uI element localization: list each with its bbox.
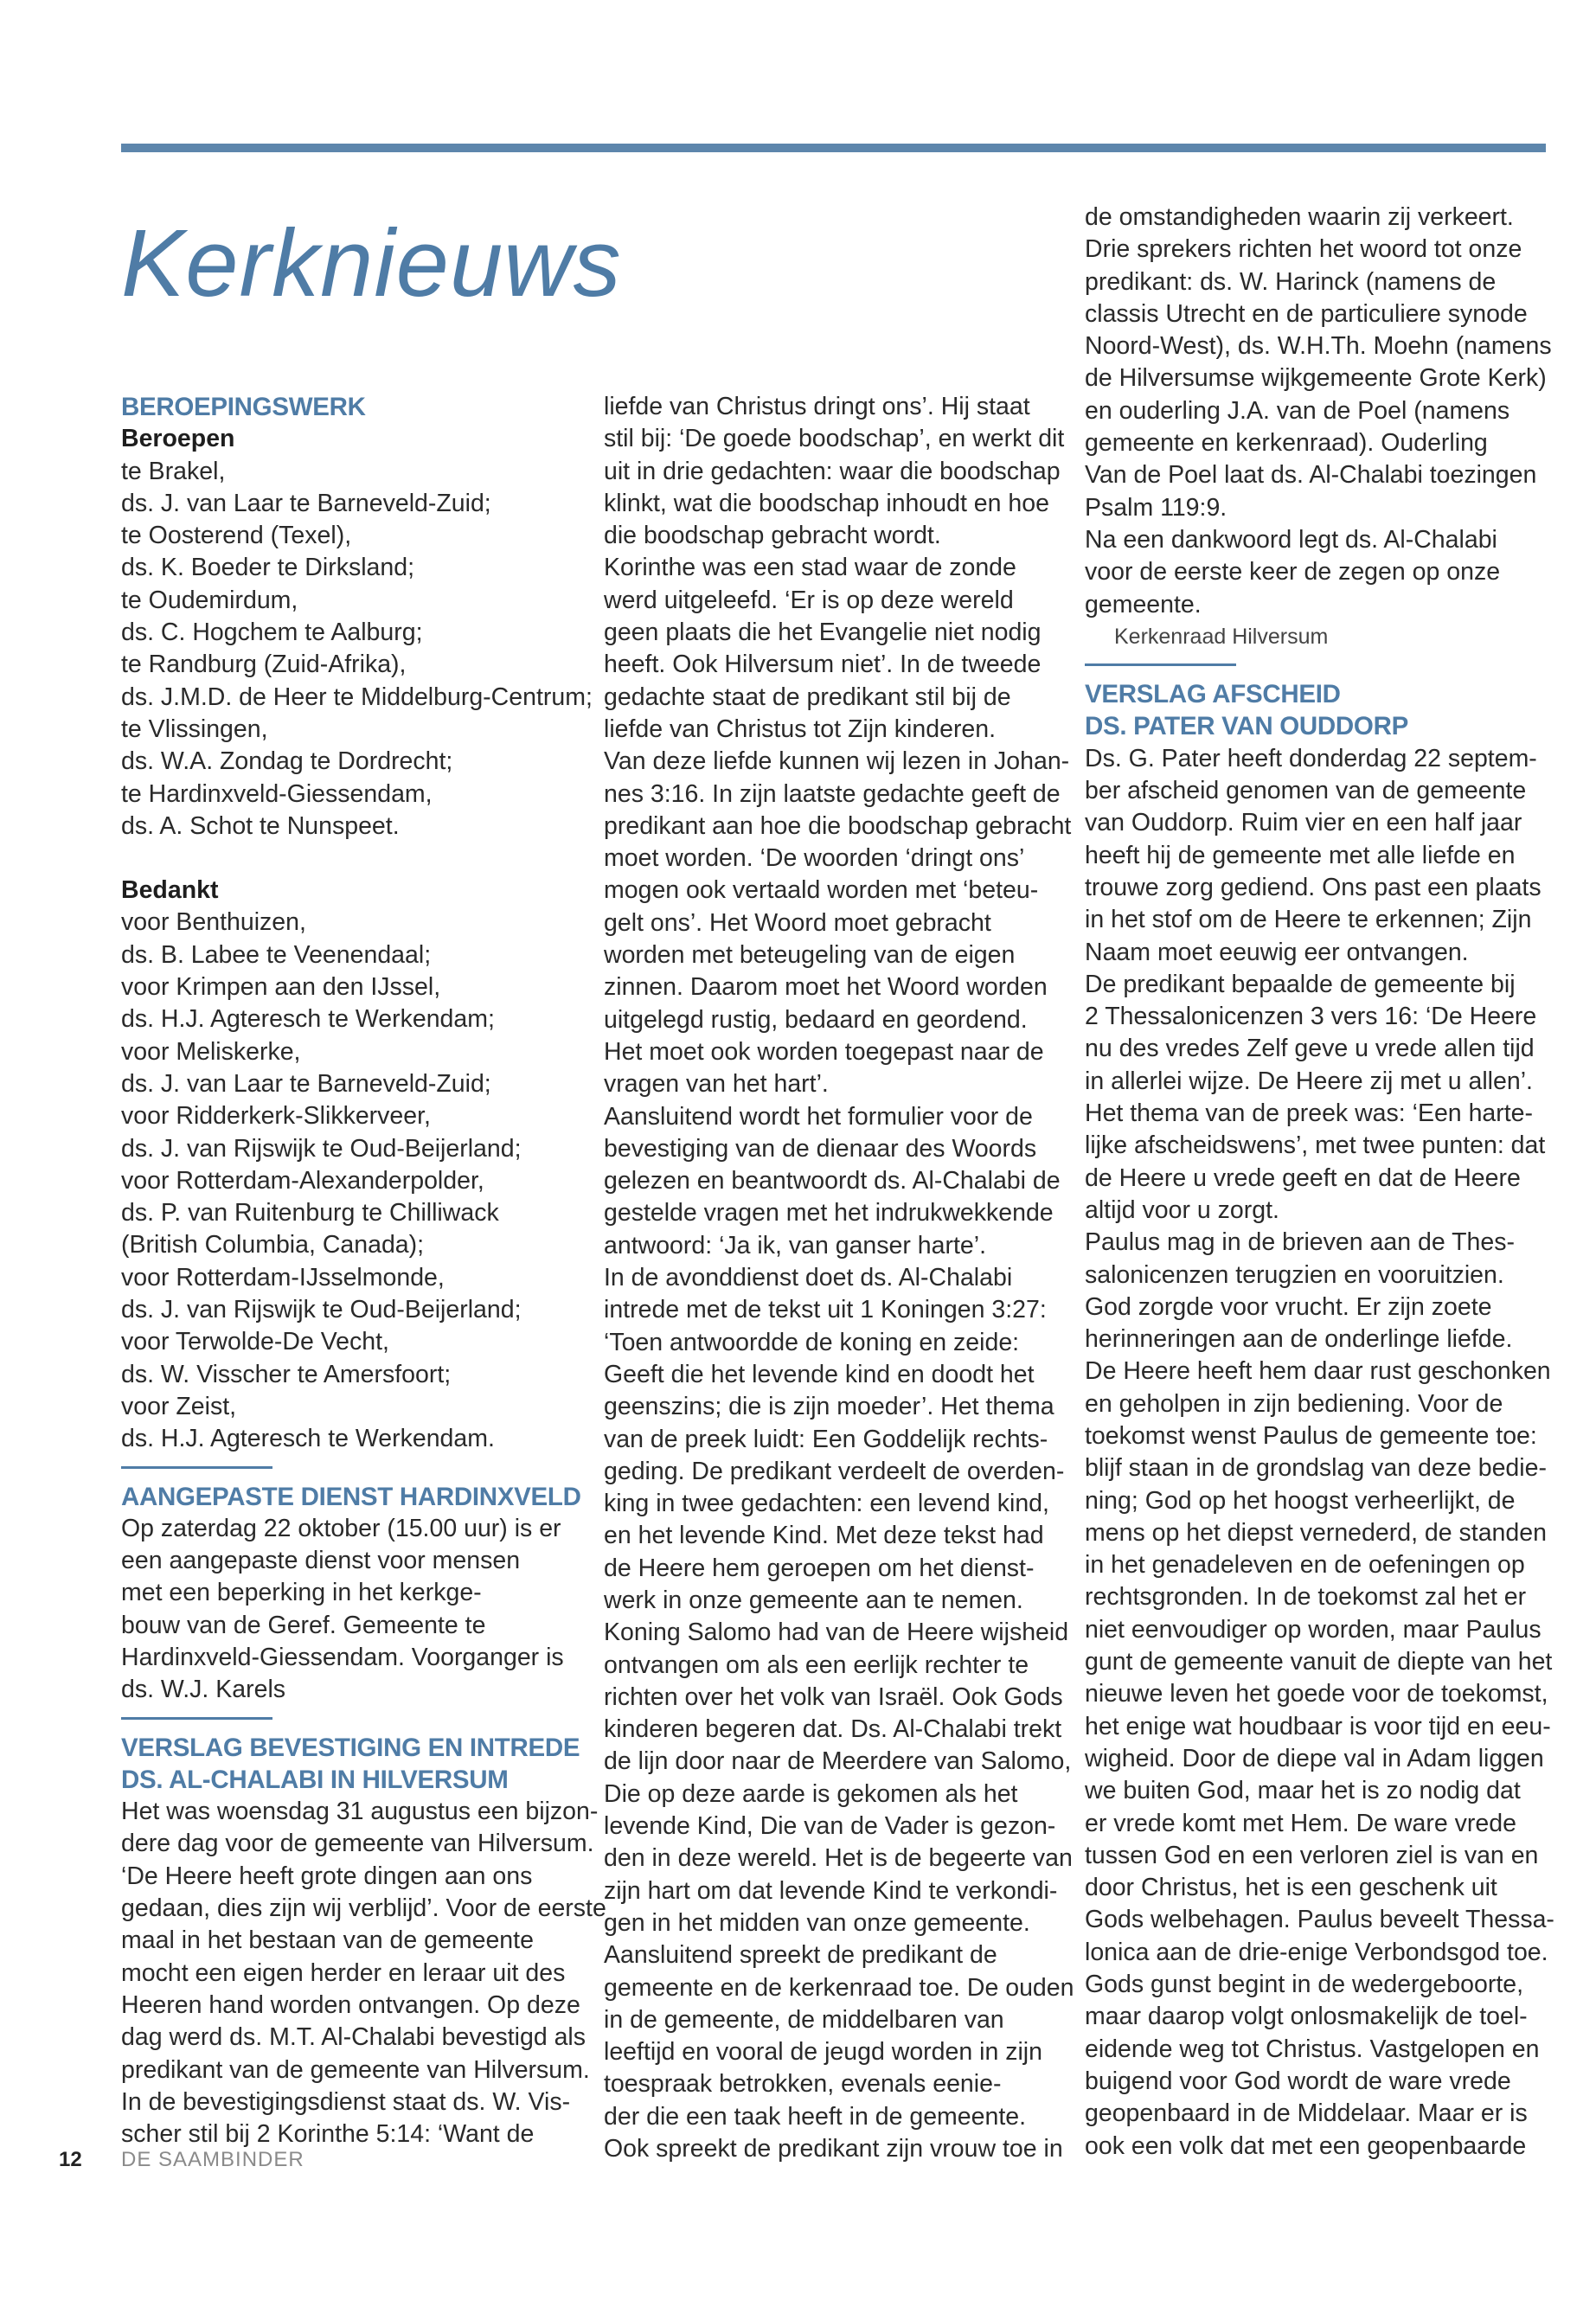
text-line: gunt de gemeente vanuit de diepte van het xyxy=(1085,1648,1553,1676)
text-line: intrede met de tekst uit 1 Koningen 3:27: xyxy=(604,1296,1047,1324)
text-line: voor Meliskerke, xyxy=(121,1037,301,1066)
text-line: De predikant bepaalde de gemeente bij xyxy=(1085,970,1516,998)
text-line: richten over het volk van Israël. Ook Gods xyxy=(604,1682,1063,1711)
text-line: zijn hart om dat levende Kind te verkondi- xyxy=(604,1876,1058,1905)
text-line: antwoord: ‘Ja ik, van ganser harte’. xyxy=(604,1231,986,1259)
text-line: stil bij: ‘De goede boodschap’, en werkt dit xyxy=(604,425,1065,453)
text-line: ‘De Heere heeft grote dingen aan ons xyxy=(121,1862,533,1890)
text-line: Die op deze aarde is gekomen als het xyxy=(604,1779,1018,1808)
text-line: nes 3:16. In zijn laatste gedachte geeft de xyxy=(604,779,1061,808)
text-line: worden met beteugeling van de eigen xyxy=(604,941,1016,970)
section-divider xyxy=(121,1717,272,1720)
text-line: buigend voor God wordt de ware vrede xyxy=(1085,2067,1511,2095)
text-line: geopenbaard in de Middelaar. Maar er is xyxy=(1085,2099,1528,2128)
text-line: uitgelegd rustig, bedaard en geordend. xyxy=(604,1005,1028,1034)
text-line: 2 Thessalonicenzen 3 vers 16: ‘De Heere xyxy=(1085,1003,1537,1031)
text-line: niet eenvoudiger op worden, maar Paulus xyxy=(1085,1615,1542,1644)
text-line: ber afscheid genomen van de gemeente xyxy=(1085,777,1527,805)
text-line: bevestiging van de dienaar des Woords xyxy=(604,1134,1037,1163)
text-line: Op zaterdag 22 oktober (15.00 uur) is er xyxy=(121,1514,561,1542)
text-line: bouw van de Geref. Gemeente te xyxy=(121,1611,486,1639)
section-divider xyxy=(121,1466,272,1469)
magazine-name: DE SAAMBINDER xyxy=(121,2148,304,2171)
text-line: in de gemeente, de middelbaren van xyxy=(604,2005,1004,2034)
text-column-1 xyxy=(121,391,606,2150)
text-line: in het genadeleven en de oefeningen op xyxy=(1085,1551,1525,1580)
text-line: ning; God op het hoogst verheerlijkt, de xyxy=(1085,1486,1516,1515)
text-line: (British Columbia, Canada); xyxy=(121,1231,425,1259)
text-line: dag werd ds. M.T. Al-Chalabi bevestigd als xyxy=(121,2023,586,2052)
text-line: scher stil bij 2 Korinthe 5:14: ‘Want de xyxy=(121,2120,535,2149)
text-line: klinkt, wat die boodschap inhoudt en hoe xyxy=(604,489,1049,517)
text-line: liefde van Christus tot Zijn kinderen. xyxy=(604,715,997,743)
text-line: maal in het bestaan van de gemeente xyxy=(121,1926,534,1955)
text-line: God zorgde voor vrucht. Er zijn zoete xyxy=(1085,1292,1492,1321)
text-line: Koning Salomo had van de Heere wijsheid xyxy=(604,1618,1069,1647)
text-line: ontvangen om als een eerlijk rechter te xyxy=(604,1650,1029,1679)
text-column-2 xyxy=(604,391,1074,2165)
text-line: en het levende Kind. Met deze tekst had xyxy=(604,1522,1044,1550)
text-line: heeft. Ook Hilversum niet’. In de tweede xyxy=(604,651,1042,679)
text-line: eidende weg tot Christus. Vastgelopen en xyxy=(1085,2035,1540,2063)
text-line: In de bevestigingsdienst staat ds. W. Vis- xyxy=(121,2087,571,2116)
text-line: toekomst wenst Paulus de gemeente toe: xyxy=(1085,1421,1537,1450)
text-line: altijd voor u zorgt. xyxy=(1085,1195,1279,1224)
text-line: voor Krimpen aan den IJssel, xyxy=(121,973,441,1002)
text-line: ds. J. van Laar te Barneveld-Zuid; xyxy=(121,489,491,517)
text-line: Noord-West), ds. W.H.Th. Moehn (namens xyxy=(1085,332,1552,361)
text-line: voor Zeist, xyxy=(121,1392,237,1420)
text-line: ds. A. Schot te Nunspeet. xyxy=(121,811,400,840)
text-line: Ds. G. Pater heeft donderdag 22 septem- xyxy=(1085,744,1537,772)
text-line: Heeren hand worden ontvangen. Op deze xyxy=(121,1990,580,2019)
text-line: ds. J. van Rijswijk te Oud-Beijerland; xyxy=(121,1296,522,1324)
text-line: In de avonddienst doet ds. Al-Chalabi xyxy=(604,1264,1013,1292)
text-line: voor Rotterdam-Alexanderpolder, xyxy=(121,1166,484,1195)
text-line: de Heere u vrede geeft en dat de Heere xyxy=(1085,1163,1521,1192)
text-line: Gods welbehagen. Paulus beveelt Thessa- xyxy=(1085,1906,1554,1934)
text-line: te Hardinxveld-Giessendam, xyxy=(121,779,433,808)
text-line: ds. J.M.D. de Heer te Middelburg-Centrum; xyxy=(121,683,593,711)
text-line: nu des vredes Zelf geve u vrede allen tijd xyxy=(1085,1035,1535,1063)
text-line: voor de eerste keer de zegen op onze xyxy=(1085,558,1501,586)
text-line: Het thema van de preek was: ‘Een harte- xyxy=(1085,1099,1534,1128)
text-line: gedachte staat de predikant stil bij de xyxy=(604,683,1011,711)
text-line: ds. J. van Rijswijk te Oud-Beijerland; xyxy=(121,1134,522,1163)
text-line: werd uitgeleefd. ‘Er is op deze wereld xyxy=(604,586,1014,614)
text-line: maar daarop volgt onlosmakelijk de toel- xyxy=(1085,2003,1528,2031)
text-line: mocht een eigen herder en leraar uit des xyxy=(121,1958,566,1987)
text-line: predikant: ds. W. Harinck (namens de xyxy=(1085,267,1497,296)
text-line: Korinthe was een stad waar de zonde xyxy=(604,554,1016,582)
text-line: dere dag voor de gemeente van Hilversum. xyxy=(121,1830,594,1858)
text-line: Gods gunst begint in de wedergeboorte, xyxy=(1085,1971,1524,1999)
text-line: en geholpen in zijn bediening. Voor de xyxy=(1085,1389,1503,1418)
text-line: vragen van het hart’. xyxy=(604,1070,829,1099)
text-line: voor Terwolde-De Vecht, xyxy=(121,1328,389,1356)
text-line: we buiten God, maar het is zo nodig dat xyxy=(1085,1777,1521,1805)
text-line: de omstandigheden waarin zij verkeert. xyxy=(1085,203,1514,231)
text-line: gelt ons’. Het Woord moet gebracht xyxy=(604,908,991,937)
text-line: predikant aan hoe die boodschap gebracht xyxy=(604,811,1072,840)
text-line: het enige wat houdbaar is voor tijd en eeu- xyxy=(1085,1712,1551,1740)
text-line: blijf staan in de grondslag van deze bedie- xyxy=(1085,1454,1547,1483)
top-rule xyxy=(121,144,1546,152)
text-line: zinnen. Daarom moet het Woord worden xyxy=(604,973,1048,1002)
text-line: ds. J. van Laar te Barneveld-Zuid; xyxy=(121,1069,491,1098)
text-line: Aansluitend spreekt de predikant de xyxy=(604,1941,997,1970)
text-line: Naam moet eeuwig eer ontvangen. xyxy=(1085,938,1469,966)
page-number: 12 xyxy=(59,2148,82,2171)
text-line: ds. H.J. Agteresch te Werkendam. xyxy=(121,1425,495,1453)
text-line: in het stof om de Heere te erkennen; Zijn xyxy=(1085,906,1532,934)
text-line: de Heere hem geroepen om het dienst- xyxy=(604,1554,1035,1582)
text-line: er vrede komt met Hem. De ware vrede xyxy=(1085,1809,1516,1837)
text-line: rechtsgronden. In de toekomst zal het er xyxy=(1085,1583,1527,1612)
subheading: Bedankt xyxy=(121,876,219,905)
text-line: nieuwe leven het goede voor de toekomst, xyxy=(1085,1680,1548,1708)
text-line: Ook spreekt de predikant zijn vrouw toe in xyxy=(604,2135,1063,2163)
text-line: voor Ridderkerk-Slikkerveer, xyxy=(121,1102,431,1131)
text-line: van Ouddorp. Ruim vier en een half jaar xyxy=(1085,809,1522,837)
text-line: Na een dankwoord legt ds. Al-Chalabi xyxy=(1085,525,1497,554)
section-heading: DS. PATER VAN OUDDORP xyxy=(1085,712,1408,741)
text-line: De Heere heeft hem daar rust geschonken xyxy=(1085,1357,1551,1386)
text-line: leeftijd en vooral de jeugd worden in zijn xyxy=(604,2038,1042,2067)
text-line: ‘Toen antwoordde de koning en zeide: xyxy=(604,1328,1020,1356)
text-line: gestelde vragen met het indrukwekkende xyxy=(604,1199,1054,1227)
text-line: ds. B. Labee te Veenendaal; xyxy=(121,940,432,969)
text-line: Het was woensdag 31 augustus een bijzon- xyxy=(121,1798,599,1826)
text-line: Paulus mag in de brieven aan de Thes- xyxy=(1085,1228,1515,1257)
text-line: die boodschap gebracht wordt. xyxy=(604,522,941,550)
text-line: gemeente en kerkenraad). Ouderling xyxy=(1085,429,1488,458)
page-title: Kerknieuws xyxy=(121,210,622,317)
section-divider xyxy=(1085,663,1236,666)
text-line: ds. C. Hogchem te Aalburg; xyxy=(121,619,423,647)
text-line: herinneringen aan de onderlinge liefde. xyxy=(1085,1325,1513,1354)
text-line: Hardinxveld-Giessendam. Voorganger is xyxy=(121,1643,564,1671)
text-line: trouwe zorg gediend. Ons past een plaats xyxy=(1085,873,1542,901)
text-line: gemeente en de kerkenraad toe. De ouden xyxy=(604,1973,1074,2002)
text-line: te Brakel, xyxy=(121,457,226,485)
text-line: de Hilversumse wijkgemeente Grote Kerk) xyxy=(1085,364,1547,393)
text-line: ds. K. Boeder te Dirksland; xyxy=(121,554,414,582)
section-heading: VERSLAG BEVESTIGING EN INTREDE xyxy=(121,1733,580,1762)
signature: Kerkenraad Hilversum xyxy=(1114,624,1329,649)
text-line: lijke afscheidswens’, met twee punten: dat xyxy=(1085,1131,1546,1160)
text-line: ds. H.J. Agteresch te Werkendam; xyxy=(121,1005,495,1034)
text-line: classis Utrecht en de particuliere synode xyxy=(1085,299,1528,328)
text-line: king in twee gedachten: een levend kind, xyxy=(604,1490,1049,1518)
text-line: gelezen en beantwoordt ds. Al-Chalabi de xyxy=(604,1167,1061,1195)
text-line: met een beperking in het kerkge- xyxy=(121,1579,482,1607)
text-line: kinderen begeren dat. Ds. Al-Chalabi trekt xyxy=(604,1715,1062,1744)
text-line: predikant van de gemeente van Hilversum. xyxy=(121,2055,590,2084)
text-line: uit in drie gedachten: waar die boodschap xyxy=(604,457,1061,485)
text-line: Psalm 119:9. xyxy=(1085,493,1227,522)
text-line: Drie sprekers richten het woord tot onze xyxy=(1085,235,1522,264)
text-line: lonica aan de drie-enige Verbondsgod toe. xyxy=(1085,1938,1548,1966)
text-line: Van de Poel laat ds. Al-Chalabi toezingen xyxy=(1085,461,1537,490)
text-line: ds. P. van Ruitenburg te Chilliwack xyxy=(121,1199,499,1227)
text-column-3 xyxy=(1085,202,1552,2163)
text-line: gen in het midden van onze gemeente. xyxy=(604,1908,1030,1937)
text-line: geding. De predikant verdeelt de overden- xyxy=(604,1457,1065,1485)
text-line: van de preek luidt: Een Goddelijk rechts- xyxy=(604,1425,1048,1453)
paragraph-gap xyxy=(121,843,571,875)
text-line: tussen God en een verloren ziel is van en xyxy=(1085,1841,1539,1869)
text-line: te Vlissingen, xyxy=(121,715,268,743)
text-line: Van deze liefde kunnen wij lezen in Johan- xyxy=(604,747,1070,776)
text-line: gemeente. xyxy=(1085,590,1202,619)
text-line: heeft hij de gemeente met alle liefde en xyxy=(1085,841,1516,869)
text-line: den in deze wereld. Het is de begeerte van xyxy=(604,1844,1073,1873)
text-line: ook een volk dat met een geopenbaarde xyxy=(1085,2131,1527,2160)
text-line: te Randburg (Zuid-Afrika), xyxy=(121,651,407,679)
text-line: liefde van Christus dringt ons’. Hij staat xyxy=(604,393,1030,420)
text-line: levende Kind, Die van de Vader is gezon- xyxy=(604,1812,1056,1841)
text-line: een aangepaste dienst voor mensen xyxy=(121,1547,521,1575)
text-line: de lijn door naar de Meerdere van Salomo, xyxy=(604,1747,1072,1776)
text-line: ds. W. Visscher te Amersfoort; xyxy=(121,1360,452,1388)
text-line: wigheid. Door de diepe val in Adam liggen xyxy=(1085,1744,1544,1772)
text-line: en ouderling J.A. van de Poel (namens xyxy=(1085,396,1510,425)
text-line: werk in onze gemeente aan te nemen. xyxy=(604,1586,1023,1614)
text-line: te Oudemirdum, xyxy=(121,586,298,614)
text-line: salonicenzen terugzien en vooruitzien. xyxy=(1085,1260,1504,1289)
text-line: toespraak betrokken, evenals eenie- xyxy=(604,2070,1002,2099)
text-line: mens op het diepst vernederd, de standen xyxy=(1085,1518,1547,1547)
text-line: der die een taak heeft in de gemeente. xyxy=(604,2102,1027,2131)
text-line: gedaan, dies zijn wij verblijd’. Voor de eerste xyxy=(121,1894,606,1923)
section-heading: VERSLAG AFSCHEID xyxy=(1085,680,1341,709)
text-line: voor Rotterdam-IJsselmonde, xyxy=(121,1263,445,1292)
text-line: Aansluitend wordt het formulier voor de xyxy=(604,1102,1033,1131)
text-line: geen plaats die het Evangelie niet nodig xyxy=(604,619,1042,647)
text-line: in allerlei wijze. De Heere zij met u allen’. xyxy=(1085,1067,1533,1095)
section-heading: DS. AL-CHALABI IN HILVERSUM xyxy=(121,1765,509,1794)
text-line: geenszins; die is zijn moeder’. Het thema xyxy=(604,1393,1054,1421)
text-line: ds. W.J. Karels xyxy=(121,1676,286,1704)
subheading: Beroepen xyxy=(121,425,235,453)
text-line: Het moet ook worden toegepast naar de xyxy=(604,1037,1044,1066)
text-line: mogen ook vertaald worden met ‘beteu- xyxy=(604,876,1039,905)
text-line: door Christus, het is een geschenk uit xyxy=(1085,1874,1497,1902)
text-line: moet worden. ‘De woorden ‘dringt ons’ xyxy=(604,844,1025,873)
text-line: ds. W.A. Zondag te Dordrecht; xyxy=(121,747,453,776)
section-heading: AANGEPASTE DIENST HARDINXVELD xyxy=(121,1482,581,1511)
text-line: te Oosterend (Texel), xyxy=(121,522,352,550)
section-heading: BEROEPINGSWERK xyxy=(121,393,366,421)
text-line: Geeft die het levende kind en doodt het xyxy=(604,1360,1035,1388)
text-line: voor Benthuizen, xyxy=(121,908,306,937)
